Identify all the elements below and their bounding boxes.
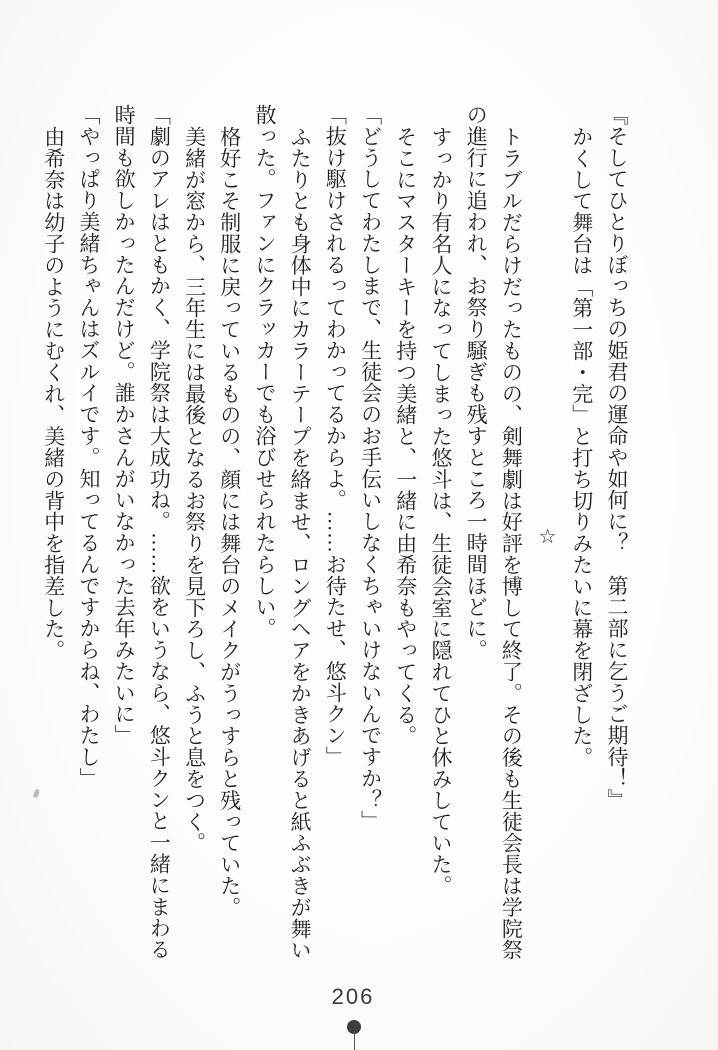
page-number: 206 <box>331 984 375 1009</box>
text-line: 格好こそ制服に戻っているものの、顔には舞台のメイクがうっすらと残っていた。 <box>217 125 242 918</box>
text-line: 時間も欲しかったんだけど。誰かさんがいなかった去年みたいに」 <box>112 104 137 746</box>
text-line: ふたりとも身体中にカラーテープを絡ませ、ロングヘアをかきあげると紙ふぶきが舞い <box>288 125 313 961</box>
text-line: 散った。ファンにクラッカーでも浴びせられたらしい。 <box>252 104 277 639</box>
text-line: 「劇のアレはともかく、学院祭は大成功ね。……欲をいうなら、悠斗クンと一緒にまわる <box>147 104 172 960</box>
star-separator: ☆ <box>535 523 558 549</box>
text-line: 「どうしてわたしまで、生徒会のお手伝いしなくちゃいけないんですか？」 <box>358 104 383 832</box>
text-line: の進行に追われ、お祭り騒ぎも残すところ一時間ほどに。 <box>464 104 489 661</box>
text-line: 「抜け駆けされるってわかってるからよ。……お待たせ、悠斗クン」 <box>323 104 348 768</box>
text-columns <box>36 104 634 968</box>
text-line: 美緒が窓から、三年生には最後となるお祭りを見下ろし、ふうと息をつく。 <box>182 125 207 854</box>
text-line: そこにマスターキーを持つ美緒と、一緒に由希奈もやってくる。 <box>393 125 418 747</box>
text-line: 『そしてひとりぼっちの姫君の運命や如何に？ 第二部に乞うご期待！』 <box>605 104 629 811</box>
footer-stem-line <box>354 1031 356 1050</box>
text-line: 「やっぱり美緒ちゃんはズルイです。知ってるんですからね、わたし」 <box>76 104 101 789</box>
text-line: かくして舞台は「第一部・完」と打ち切りみたいに幕を閉ざした。 <box>569 125 594 768</box>
text-line: 由希奈は幼子のようにむくれ、美緒の背中を指差した。 <box>41 125 66 661</box>
text-line: すっかり有名人になってしまった悠斗は、生徒会室に隠れてひと休みしていた。 <box>428 125 453 896</box>
text-line: トラブルだらけだったものの、剣舞劇は好評を博して終了。その後も生徒会長は学院祭 <box>499 125 524 961</box>
